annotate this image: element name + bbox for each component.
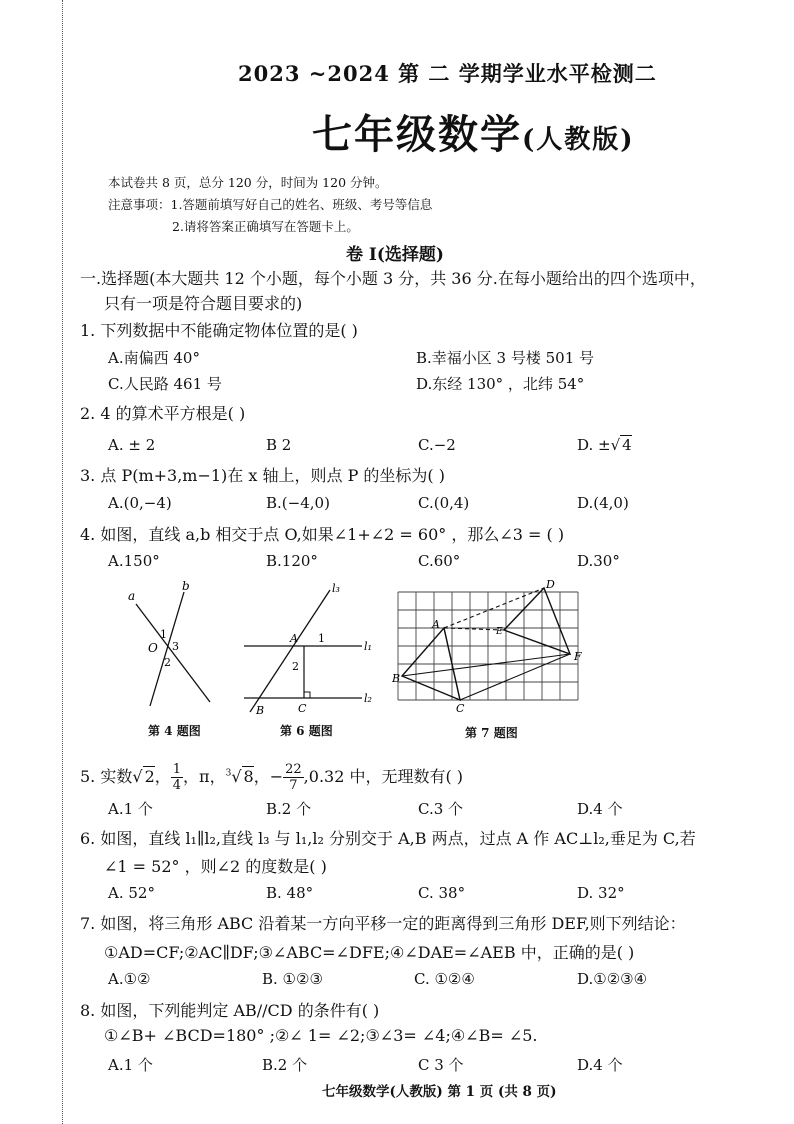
- question-5-option-b: B.2 个: [266, 800, 312, 818]
- question-2-option-b: B 2: [266, 436, 292, 454]
- question-3-option-a: A.(0,−4): [108, 494, 172, 512]
- question-3-option-b: B.(−4,0): [266, 494, 330, 512]
- question-7-stem-line2: ①AD=CF;②AC∥DF;③∠ABC=∠DFE;④∠DAE=∠AEB 中，正确的是( ): [104, 943, 635, 962]
- q5-fraction-2: [283, 762, 304, 793]
- label-l3: l₃: [332, 582, 340, 595]
- question-3-option-c: C.(0,4): [418, 494, 470, 512]
- exam-subject-title: [312, 103, 635, 160]
- right-angle-mark: [304, 692, 310, 698]
- subject-title-main: 七年级数学: [312, 111, 522, 158]
- question-1-option-d: D.东经 130° ，北纬 54°: [416, 375, 585, 393]
- figure-7-caption: 第 7 题图: [465, 726, 518, 740]
- label-point-f: F: [574, 650, 582, 663]
- q5-suffix: ,0.32 中，无理数有( ): [303, 767, 464, 786]
- question-6-option-b: B. 48°: [266, 884, 314, 902]
- figure-6-caption: 第 6 题图: [280, 724, 333, 738]
- question-7-option-d: D.①②③④: [577, 970, 648, 988]
- q5-radicand-2: 8: [243, 767, 254, 786]
- label-point-d: D: [546, 578, 555, 591]
- option-d-prefix: D. ±: [577, 436, 611, 454]
- page-footer: 七年级数学(人教版) 第 1 页 (共 8 页): [322, 1084, 557, 1100]
- question-8-stem-line1: 8. 如图，下列能判定 AB//CD 的条件有( ): [80, 1001, 380, 1020]
- q5-fraction-2-denominator: 7: [289, 778, 298, 793]
- question-7-option-a: A.①②: [108, 970, 151, 988]
- q5-fraction-2-numerator: 22: [285, 762, 302, 777]
- question-7-option-b: B. ①②③: [262, 970, 323, 988]
- exam-note-3: 2.请将答案正确填写在答题卡上。: [172, 219, 359, 234]
- question-1-option-a: A.南偏西 40°: [108, 349, 200, 367]
- question-4-stem: 4. 如图，直线 a,b 相交于点 O,如果∠1+∠2 = 60° ，那么∠3 = ( ): [80, 525, 565, 544]
- question-5-stem: 5. 实数√ 2， $\frac{1}{4}$ ，π，$^3$√ 8，− $\frac{22}{7}$ ,0.32 中，无理数有( ): [80, 762, 464, 793]
- figure-6-parallel-lines: [236, 580, 386, 720]
- q5-cube-root-index: 3: [225, 768, 232, 779]
- question-7-option-c: C. ①②④: [414, 970, 475, 988]
- exam-title-line: 2023 ~2024 第 二 学期学业水平检测二: [238, 61, 657, 86]
- question-8-stem-line2: ①∠B+ ∠BCD=180° ;②∠ 1= ∠2;③∠3= ∠4;④∠B= ∠5.: [104, 1026, 538, 1045]
- label-point-e: E: [496, 627, 503, 637]
- question-6-option-c: C. 38°: [418, 884, 466, 902]
- q5-radicand-1: 2: [144, 767, 155, 786]
- q5-fraction-1-numerator: 1: [172, 762, 182, 777]
- question-8-option-c: C 3 个: [418, 1056, 464, 1074]
- question-2-option-a: A. ± 2: [108, 436, 156, 454]
- q5-fraction-1: [171, 762, 183, 793]
- exam-note-2: 注意事项：1.答题前填写好自己的姓名、班级、考号等信息: [108, 197, 433, 212]
- question-4-option-c: C.60°: [418, 552, 461, 570]
- question-5-option-a: A.1 个: [108, 800, 153, 818]
- question-4-option-a: A.150°: [108, 552, 160, 570]
- label-point-c: C: [298, 702, 307, 715]
- label-l1: l₁: [364, 640, 372, 653]
- figure-4-caption: 第 4 题图: [148, 724, 201, 738]
- question-2-option-c: C.−2: [418, 436, 456, 454]
- angle-2-label: 2: [292, 660, 299, 673]
- grid: [398, 592, 578, 700]
- angle-2-label: 2: [164, 656, 171, 669]
- label-point-b: B: [256, 704, 265, 717]
- subject-title-edition: (人教版): [522, 125, 635, 155]
- question-8-option-a: A.1 个: [108, 1056, 153, 1074]
- question-5-option-d: D.4 个: [577, 800, 623, 818]
- q5-prefix: 5. 实数: [80, 767, 133, 786]
- question-4-option-d: D.30°: [577, 552, 620, 570]
- segment-ad: [444, 588, 544, 628]
- angle-1-label: 1: [318, 632, 325, 645]
- question-6-stem-line2: ∠1 = 52° ，则∠2 的度数是( ): [104, 857, 327, 876]
- question-1-option-b: B.幸福小区 3 号楼 501 号: [416, 349, 595, 367]
- question-8-option-b: B.2 个: [262, 1056, 308, 1074]
- part1-instructions-line2: 只有一项是符合题目要求的): [104, 294, 303, 313]
- angle-3-label: 3: [172, 640, 179, 653]
- exam-note-1: 本试卷共 8 页，总分 120 分，时间为 120 分钟。: [108, 175, 388, 190]
- question-6-option-a: A. 52°: [108, 884, 155, 902]
- q5-middle: ，π，: [183, 767, 226, 786]
- question-1-option-c: C.人民路 461 号: [108, 375, 222, 393]
- radicand: 4: [622, 436, 632, 454]
- question-8-option-d: D.4 个: [577, 1056, 623, 1074]
- figure-4-intersecting-lines: [118, 580, 218, 710]
- label-l2: l₂: [364, 692, 372, 705]
- binding-margin-line: [62, 0, 63, 1124]
- label-o: O: [148, 641, 158, 655]
- question-5-option-c: C.3 个: [418, 800, 464, 818]
- line-l3: [250, 590, 330, 712]
- label-b: b: [182, 580, 190, 593]
- figure-7-grid-translation: [392, 578, 592, 718]
- q5-negative-sign: ，−: [253, 767, 284, 786]
- question-2-option-d: D. ±√ 4: [577, 436, 632, 454]
- question-2-stem: 2. 4 的算术平方根是( ): [80, 404, 246, 423]
- angle-1-label: 1: [160, 628, 167, 641]
- label-point-b: B: [392, 672, 401, 685]
- label-point-a: A: [432, 618, 440, 631]
- label-point-c: C: [456, 702, 465, 715]
- label-point-a: A: [290, 632, 298, 645]
- question-6-option-d: D. 32°: [577, 884, 625, 902]
- section-title: 卷 I(选择题): [346, 245, 444, 265]
- label-a: a: [128, 589, 136, 603]
- q5-fraction-1-denominator: 4: [172, 778, 182, 793]
- question-6-stem-line1: 6. 如图，直线 l₁∥l₂,直线 l₃ 与 l₁,l₂ 分别交于 A,B 两点，过点 A 作 AC⊥l₂,垂足为 C,若: [80, 829, 696, 848]
- question-3-option-d: D.(4,0): [577, 494, 629, 512]
- question-3-stem: 3. 点 P(m+3,m−1)在 x 轴上，则点 P 的坐标为( ): [80, 466, 445, 485]
- part1-instructions-line1: 一.选择题(本大题共 12 个小题，每个小题 3 分，共 36 分.在每小题给出的四个选项中，: [80, 269, 706, 288]
- question-4-option-b: B.120°: [266, 552, 318, 570]
- question-7-stem-line1: 7. 如图，将三角形 ABC 沿着某一方向平移一定的距离得到三角形 DEF,则下列结论：: [80, 914, 686, 933]
- question-1-stem: 1. 下列数据中不能确定物体位置的是( ): [80, 321, 358, 340]
